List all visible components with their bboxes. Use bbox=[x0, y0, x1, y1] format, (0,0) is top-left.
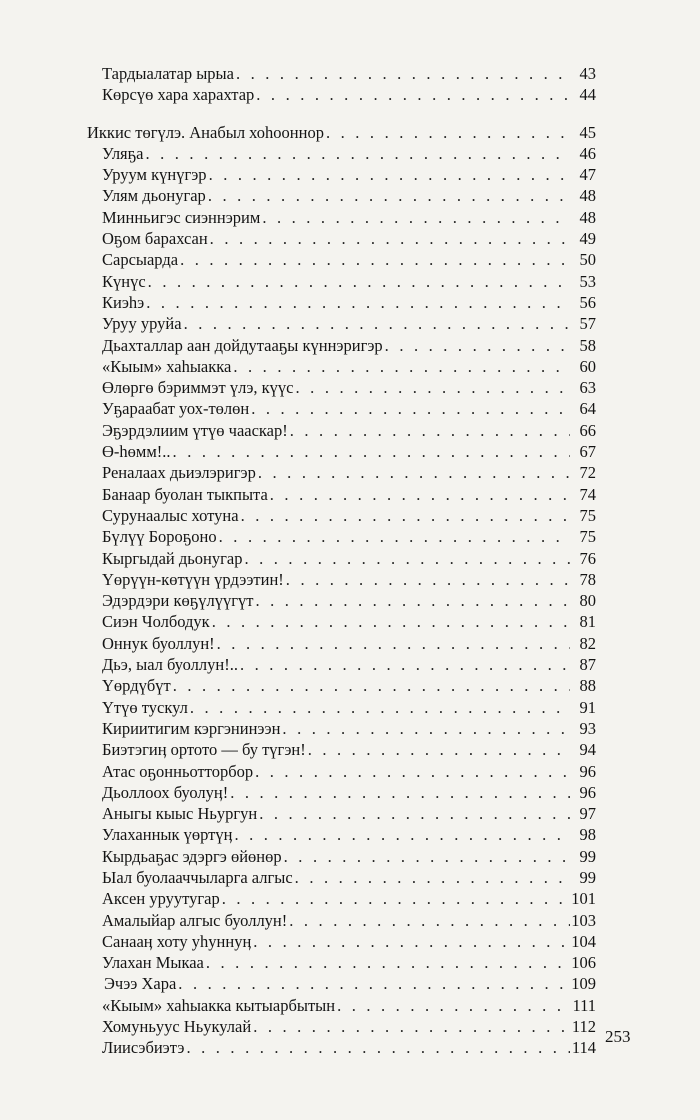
toc-entry bbox=[102, 143, 596, 164]
toc-entry-page: 46 bbox=[579, 143, 596, 163]
toc-entry-title: Эчээ Хара bbox=[104, 974, 177, 994]
dot-leader bbox=[288, 420, 570, 441]
toc-entry-title: Реналаах дьиэлэригэр bbox=[102, 463, 256, 483]
dot-leader bbox=[260, 207, 570, 228]
toc-entry-title: Дьоллоох буолуӊ! bbox=[102, 782, 229, 802]
toc-entry-title: Өлөргө бэриммэт үлэ, күүс bbox=[102, 378, 294, 398]
dot-leader bbox=[249, 398, 570, 419]
toc-entry-page: 96 bbox=[579, 782, 596, 802]
toc-entry-title: Улаханнык үөртүӊ bbox=[102, 825, 233, 845]
toc-entry-page: 60 bbox=[579, 356, 596, 376]
dot-leader bbox=[253, 590, 570, 611]
toc-entry-page: 114 bbox=[571, 1038, 596, 1058]
dot-leader bbox=[207, 164, 570, 185]
toc-entry-page: 91 bbox=[579, 697, 596, 717]
dot-leader bbox=[232, 824, 570, 845]
dot-leader bbox=[256, 462, 570, 483]
toc-entry-page: 88 bbox=[579, 676, 596, 696]
toc-entry-title: Үтүө тускул bbox=[102, 697, 188, 717]
dot-leader bbox=[280, 718, 570, 739]
dot-leader bbox=[284, 569, 570, 590]
toc-entry-title: Сарсыарда bbox=[102, 250, 179, 270]
toc-entry bbox=[102, 420, 596, 441]
toc-entry-title: Санааӊ хоту уһуннуӊ bbox=[102, 931, 252, 951]
toc-entry-title: Уҕараабат уох-төлөн bbox=[102, 399, 250, 419]
dot-leader bbox=[171, 441, 570, 462]
page-number: 253 bbox=[605, 1027, 631, 1046]
toc-entry bbox=[102, 505, 596, 526]
toc-entry-page: 81 bbox=[579, 612, 596, 632]
dot-leader bbox=[206, 185, 570, 206]
toc-entry-page: 104 bbox=[571, 931, 596, 951]
toc-entry-title: Сиэн Чолбодук bbox=[102, 612, 210, 632]
toc-entry bbox=[102, 164, 596, 185]
toc-entry-title: Уруу уруйа bbox=[102, 314, 182, 334]
toc-entry-title: Атас оҕонньотторбор bbox=[102, 761, 254, 781]
toc-entry-page: 111 bbox=[572, 995, 596, 1015]
toc-entry-title: Эдэрдэри көҕүлүүгүт bbox=[102, 591, 254, 611]
toc-entry bbox=[102, 910, 596, 931]
dot-leader bbox=[210, 611, 570, 632]
toc-entry bbox=[102, 1037, 596, 1058]
toc-entry-page: 63 bbox=[579, 378, 596, 398]
toc-entry-page: 57 bbox=[579, 314, 596, 334]
toc-entry bbox=[102, 377, 596, 398]
toc-entry bbox=[102, 952, 596, 973]
toc-entry-page: 66 bbox=[579, 420, 596, 440]
toc-entry-title: Улям дьонугар bbox=[102, 186, 206, 206]
dot-leader bbox=[217, 526, 570, 547]
dot-leader bbox=[184, 1037, 570, 1058]
dot-leader bbox=[178, 249, 570, 270]
toc-entry-page: 53 bbox=[579, 271, 596, 291]
dot-leader bbox=[294, 377, 570, 398]
toc-entry-page: 98 bbox=[579, 825, 596, 845]
dot-leader bbox=[239, 505, 570, 526]
toc-entry bbox=[102, 888, 596, 909]
dot-leader bbox=[188, 697, 570, 718]
toc-entry-page: 101 bbox=[571, 889, 596, 909]
toc-entry bbox=[102, 718, 596, 739]
toc-entry-page: 43 bbox=[579, 64, 596, 83]
toc-entry bbox=[102, 292, 596, 313]
dot-leader bbox=[293, 867, 570, 888]
toc-entry-title: Ө-һөмм!.. bbox=[102, 442, 171, 462]
toc-entry bbox=[102, 1016, 596, 1037]
dot-leader bbox=[208, 228, 570, 249]
toc-entry-page: 99 bbox=[579, 867, 596, 887]
toc-entry-title: Улахан Мыкаа bbox=[102, 953, 204, 973]
toc-entry-page: 76 bbox=[579, 548, 596, 568]
dot-leader bbox=[238, 654, 570, 675]
dot-leader bbox=[268, 484, 570, 505]
toc-entry-title: Тардыалатар ырыа bbox=[102, 64, 234, 83]
dot-leader bbox=[143, 143, 570, 164]
toc-entry bbox=[102, 398, 596, 419]
toc-entry-page: 56 bbox=[579, 292, 596, 312]
toc-entry bbox=[102, 867, 596, 888]
toc-entry-page: 99 bbox=[579, 846, 596, 866]
toc-entry-title: Оннук буоллун! bbox=[102, 633, 215, 653]
toc-entry-page: 44 bbox=[579, 85, 596, 105]
toc-entry-page: 80 bbox=[579, 591, 596, 611]
dot-leader bbox=[242, 548, 570, 569]
toc-entry bbox=[102, 185, 596, 206]
toc-section-heading bbox=[87, 122, 596, 143]
toc-entry bbox=[102, 846, 596, 867]
toc-entry-title: «Кыым» хаһыакка bbox=[102, 356, 232, 376]
toc-entry bbox=[102, 782, 596, 803]
toc-entry bbox=[102, 526, 596, 547]
toc-entry-title: Уляҕа bbox=[102, 143, 144, 163]
toc-entry-title: Киэһэ bbox=[102, 292, 145, 312]
dot-leader bbox=[176, 973, 570, 994]
toc-entry-page: 82 bbox=[579, 633, 596, 653]
toc-entry-page: 48 bbox=[579, 207, 596, 227]
toc-entry-page: 50 bbox=[579, 250, 596, 270]
dot-leader bbox=[251, 931, 570, 952]
toc-entry-title: Хомуньуус Ньукулай bbox=[102, 1017, 252, 1037]
dot-leader bbox=[257, 803, 570, 824]
toc-entry-page: 78 bbox=[579, 569, 596, 589]
toc-entry bbox=[102, 824, 596, 845]
dot-leader bbox=[234, 63, 570, 84]
toc-entry bbox=[102, 654, 596, 675]
toc-entry bbox=[102, 356, 596, 377]
toc-entry-title: «Кыым» хаһыакка кытыарбытын bbox=[102, 995, 336, 1015]
dot-leader bbox=[383, 335, 570, 356]
table-of-contents bbox=[87, 63, 596, 1059]
dot-leader bbox=[306, 739, 570, 760]
toc-entry bbox=[102, 931, 596, 952]
toc-entry bbox=[102, 611, 596, 632]
dot-leader bbox=[335, 995, 570, 1016]
toc-entry-title: Банаар буолан тыкпыта bbox=[102, 484, 268, 504]
toc-entry bbox=[102, 84, 596, 105]
dot-leader bbox=[287, 910, 570, 931]
toc-entry-page: 48 bbox=[579, 186, 596, 206]
toc-entry-page: 109 bbox=[571, 974, 596, 994]
dot-leader bbox=[144, 292, 570, 313]
toc-entry-page: 96 bbox=[579, 761, 596, 781]
dot-leader bbox=[146, 271, 570, 292]
toc-entry bbox=[102, 462, 596, 483]
toc-entry-title: Минньигэс сиэннэрим bbox=[102, 207, 261, 227]
toc-entry bbox=[102, 675, 596, 696]
toc-entry bbox=[102, 249, 596, 270]
dot-leader bbox=[324, 122, 570, 143]
dot-leader bbox=[204, 952, 570, 973]
toc-entry-title: Кириитигим кэргэнинээн bbox=[102, 718, 281, 738]
toc-entry-title: Үөрүүн-көтүүн үрдээтин! bbox=[102, 569, 284, 589]
toc-entry-title: Аксен уруутугар bbox=[102, 889, 220, 909]
toc-entry bbox=[102, 973, 596, 994]
dot-leader bbox=[182, 313, 570, 334]
toc-entry-title: Эҕэрдэлиим үтүө чааскар! bbox=[102, 420, 288, 440]
toc-entry-page: 94 bbox=[579, 740, 596, 760]
toc-entry-page: 87 bbox=[579, 655, 596, 675]
toc-entry-title: Кырдьаҕас эдэргэ өйөнөр bbox=[102, 846, 282, 866]
toc-entry-title: Ыал буолааччыларга алгыс bbox=[102, 867, 293, 887]
toc-entry bbox=[102, 995, 596, 1016]
toc-entry-title: Амалыйар алгыс буоллун! bbox=[102, 910, 288, 930]
toc-entry-page: 47 bbox=[579, 165, 596, 185]
toc-entry-page: 106 bbox=[571, 953, 596, 973]
toc-entry bbox=[102, 548, 596, 569]
toc-entry bbox=[102, 739, 596, 760]
toc-entry-title: Биэтэгиӊ ортото — бу түгэн! bbox=[102, 740, 306, 760]
toc-entry-page: 67 bbox=[579, 442, 596, 462]
toc-entry bbox=[102, 761, 596, 782]
dot-leader bbox=[220, 888, 570, 909]
toc-entry-title: Бүлүү Бороҕоно bbox=[102, 527, 217, 547]
toc-entry-page: 49 bbox=[579, 229, 596, 249]
dot-leader bbox=[254, 84, 570, 105]
toc-entry bbox=[102, 590, 596, 611]
toc-entry-title: Көрсүө хара харахтар bbox=[102, 85, 255, 105]
toc-entry-title: Күнүс bbox=[102, 271, 146, 291]
toc-entry-title: Оҕом барахсан bbox=[102, 229, 208, 249]
toc-entry-title: Кыргыдай дьонугар bbox=[102, 548, 243, 568]
toc-entry-title: Уруум күнүгэр bbox=[102, 165, 207, 185]
dot-leader bbox=[215, 633, 570, 654]
toc-entry-title: Үөрдүбүт bbox=[102, 676, 171, 696]
toc-entry-page: 112 bbox=[571, 1017, 596, 1037]
dot-leader bbox=[171, 675, 570, 696]
toc-entry bbox=[102, 207, 596, 228]
dot-leader bbox=[231, 356, 570, 377]
dot-leader bbox=[282, 846, 570, 867]
toc-entry bbox=[102, 484, 596, 505]
toc-entry-title: Лиисэбиэтэ bbox=[102, 1038, 185, 1058]
toc-entry-page: 97 bbox=[579, 804, 596, 824]
toc-entry-page: 75 bbox=[579, 527, 596, 547]
toc-entry-page: 45 bbox=[579, 122, 596, 142]
toc-entry-page: 72 bbox=[579, 463, 596, 483]
toc-entry-page: 74 bbox=[579, 484, 596, 504]
toc-entry bbox=[102, 441, 596, 462]
dot-leader bbox=[251, 1016, 570, 1037]
toc-entry bbox=[102, 271, 596, 292]
dot-leader bbox=[228, 782, 570, 803]
toc-entry-page: 64 bbox=[579, 399, 596, 419]
toc-entry bbox=[102, 803, 596, 824]
toc-entry bbox=[102, 633, 596, 654]
toc-entry-title: Сурунаалыс хотуна bbox=[102, 505, 239, 525]
toc-entry-title: Дьахталлар аан дойдутааҕы күннэригэр bbox=[102, 335, 383, 355]
toc-entry bbox=[102, 335, 596, 356]
toc-entry bbox=[102, 697, 596, 718]
toc-entry-page: 75 bbox=[579, 505, 596, 525]
toc-entry-title: Аныгы кыыс Ньургун bbox=[102, 804, 258, 824]
toc-entry-page: 103 bbox=[571, 910, 596, 930]
toc-entry-title: Дьэ, ыал буоллун!.. bbox=[102, 655, 238, 675]
toc-entry bbox=[102, 228, 596, 249]
toc-entry bbox=[102, 313, 596, 334]
toc-entry bbox=[102, 63, 596, 84]
toc-entry bbox=[102, 569, 596, 590]
toc-entry-page: 93 bbox=[579, 718, 596, 738]
toc-entry-page: 58 bbox=[579, 335, 596, 355]
toc-entry-title: Иккис төгүлэ. Анабыл хоһооннор bbox=[87, 122, 324, 142]
dot-leader bbox=[253, 761, 570, 782]
